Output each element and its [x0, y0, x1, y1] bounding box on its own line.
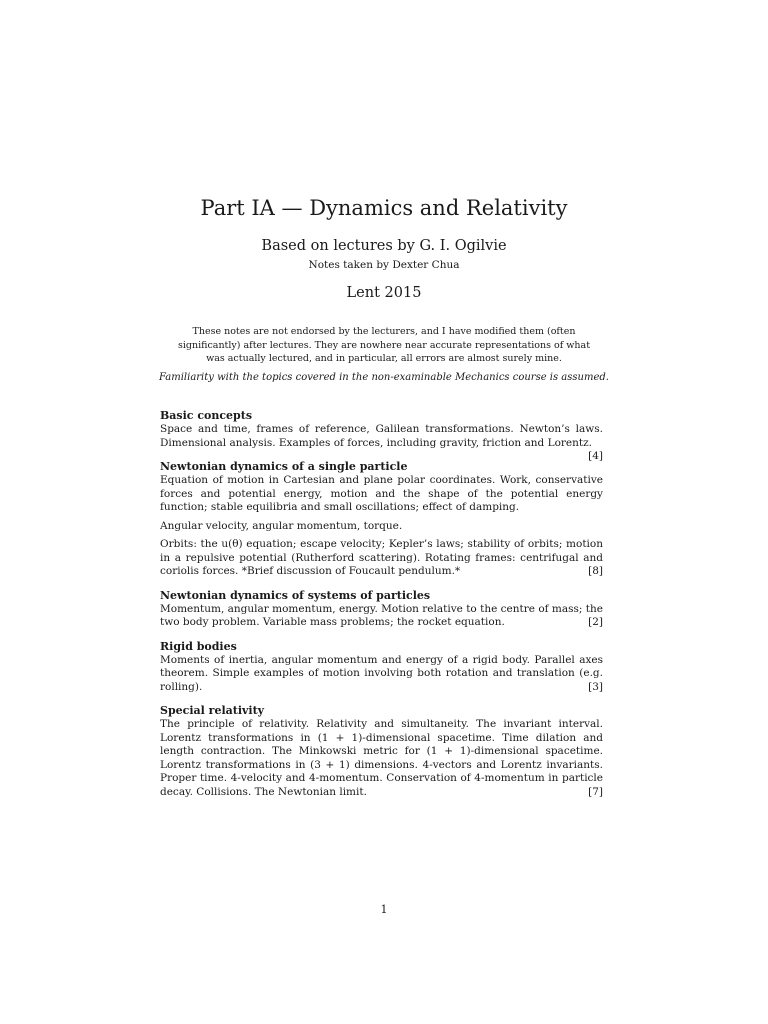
section-hours: [8] [588, 565, 603, 577]
section-paragraph [160, 538, 603, 579]
section-paragraph [160, 718, 603, 799]
syllabus-sections [160, 409, 603, 809]
section-heading: Basic concepts [160, 409, 253, 422]
section-paragraph [160, 654, 603, 695]
disclaimer-text: These notes are not endorsed by the lecturers, and I have modified them (often significantly) after lectures. They are nowhere near accurate representations of what was actually lectured, and in particular, all errors are almost surely mine. [177, 326, 591, 364]
section-text: Orbits: the u(θ) equation; escape velocity; Kepler’s laws; stability of orbits; motion in a repulsive potential (Rutherford scattering). Rotating frames: centrifugal and coriolis forces. *Brief discussion of Foucault pendulum.* [160, 538, 603, 577]
syllabus-section [160, 589, 603, 630]
term-line: Lent 2015 [346, 285, 422, 301]
section-paragraph [160, 423, 603, 462]
section-hours: [4] [588, 450, 603, 462]
section-text: Space and time, frames of reference, Galilean transformations. Newton’s laws. Dimensional analysis. Examples of forces, including gravity, friction and Lorentz. [160, 423, 603, 449]
section-hours: [7] [588, 785, 603, 798]
section-heading: Rigid bodies [160, 639, 237, 653]
syllabus-section [160, 704, 603, 799]
section-heading: Special relativity [160, 704, 265, 717]
syllabus-section [160, 409, 603, 462]
page-number: 1 [380, 903, 388, 916]
section-text: The principle of relativity. Relativity and simultaneity. The invariant interval. Lorentz transformations in (1 + 1)-dimensional spacetime. Time dilation and length contraction. The Minkowski metric for (1 + 1)-dimensional spacetime. Lorentz transformations in (3 + 1) dimensions. 4-vectors and Lorentz invariants. Proper time. 4-velocity and 4-momentum. Conservation of 4-momentum in particle decay. Collisions. The Newtonian limit. [160, 718, 603, 798]
section-text: Moments of inertia, angular momentum and energy of a rigid body. Parallel axes theorem. Simple examples of motion involving both rotation and translation (e.g. rolling). [160, 653, 603, 693]
section-paragraph [160, 603, 603, 630]
section-text: Momentum, angular momentum, energy. Motion relative to the centre of mass; the two body problem. Variable mass problems; the rocket equation. [160, 602, 603, 628]
section-hours: [2] [588, 616, 603, 628]
prerequisite-text: Familiarity with the topics covered in the non-examinable Mechanics course is assumed. [159, 372, 609, 383]
section-hours: [3] [588, 680, 603, 693]
section-paragraph: Equation of motion in Cartesian and plane polar coordinates. Work, conservative forces and potential energy, motion and the shape of the potential energy function; stable equilibria and small oscillations; effect of damping. [160, 474, 603, 513]
section-heading: Newtonian dynamics of a single particle [160, 460, 408, 473]
syllabus-section [160, 460, 603, 579]
section-heading: Newtonian dynamics of systems of particles [160, 588, 431, 602]
document-title: Part IA — Dynamics and Relativity [200, 196, 568, 220]
syllabus-section [160, 640, 603, 695]
lecturer-line: Based on lectures by G. I. Ogilvie [261, 238, 507, 254]
section-paragraph: Angular velocity, angular momentum, torque. [160, 519, 403, 532]
notes-author-line: Notes taken by Dexter Chua [308, 259, 460, 271]
